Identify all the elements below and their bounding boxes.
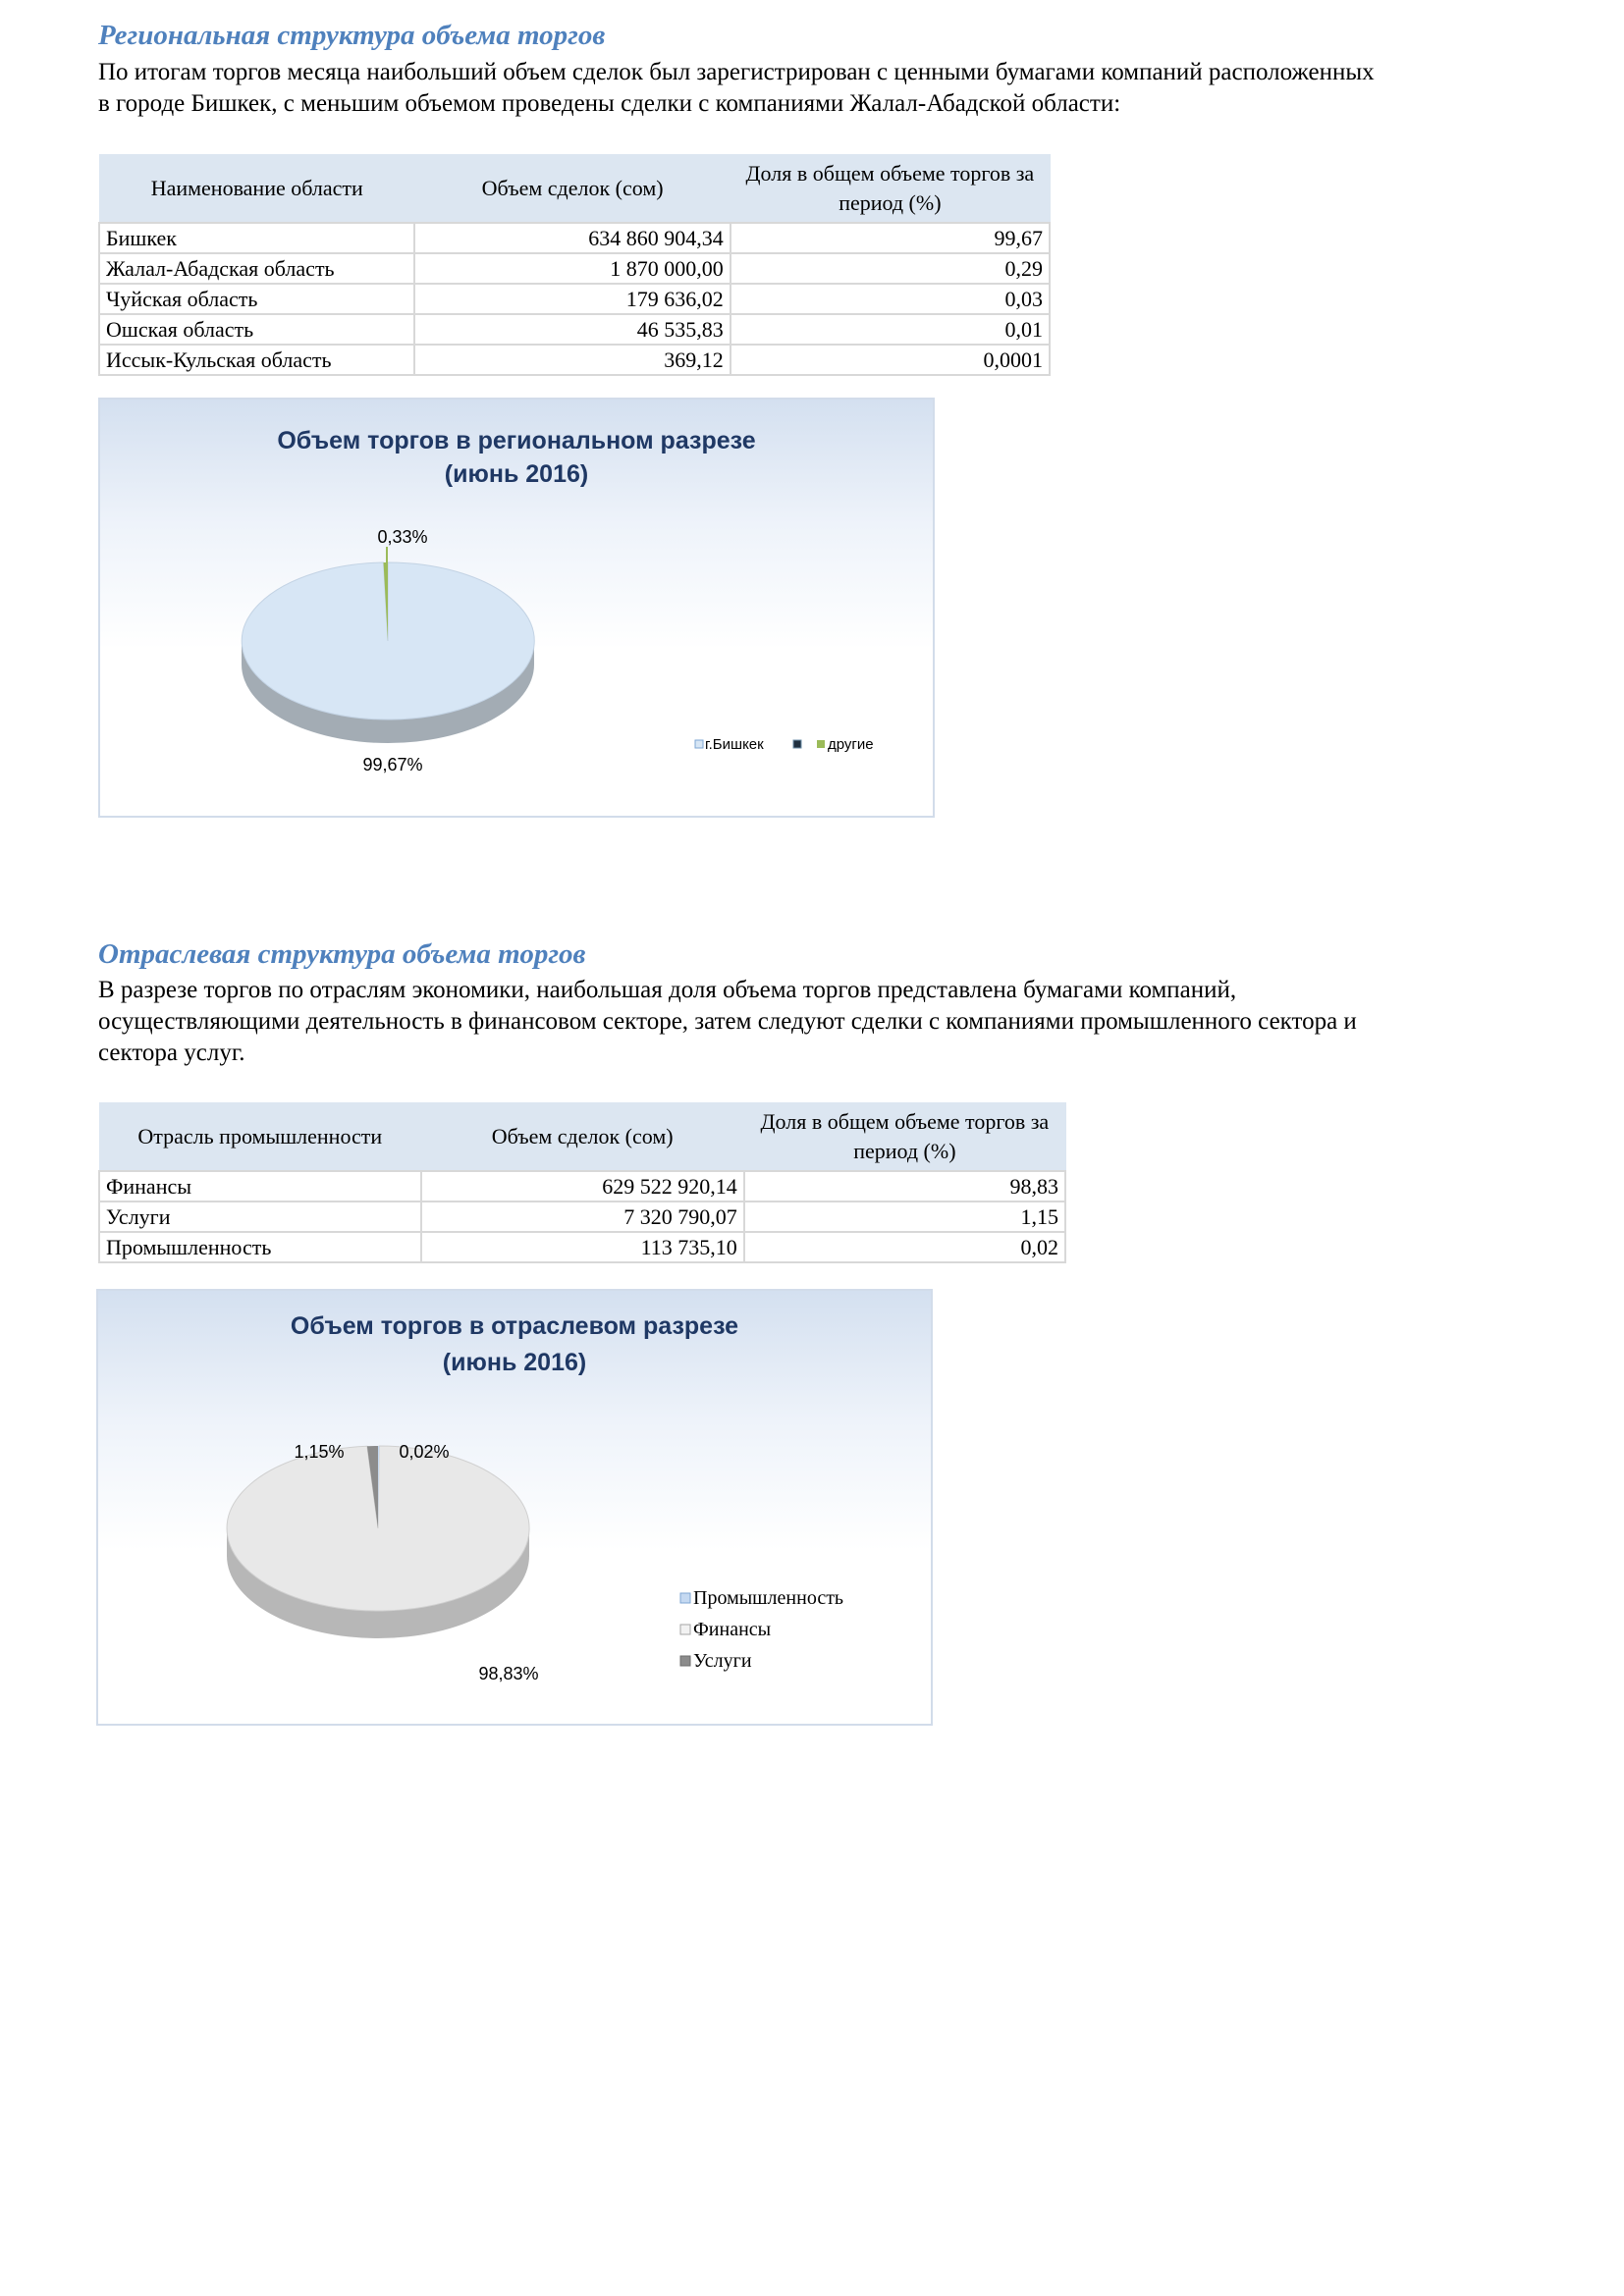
sector-pie — [227, 1446, 529, 1638]
table-row — [99, 1201, 1065, 1232]
section2-para-line2: осуществляющими деятельность в финансовом секторе, затем следуют сделки с компаниями промышленного сектора и — [98, 1008, 1357, 1035]
legend-label-bishkek: г.Бишкек — [705, 736, 764, 753]
region-volume-cell: 179 636,02 — [414, 284, 730, 314]
section1-heading: Региональная структура объема торгов — [98, 20, 606, 51]
region-table-header-row — [99, 155, 1050, 224]
sector-chart-title-line1: Объем торгов в отраслевом разрезе — [290, 1312, 739, 1340]
pie-data-label-bishkek: 99,67% — [362, 755, 423, 774]
section1-para-line2: в городе Бишкек, с меньшим объемом проведены сделки с компаниями Жалал-Абадской области: — [98, 90, 1121, 117]
region-table — [98, 154, 1051, 376]
region-share-cell: 0,01 — [731, 314, 1050, 345]
legend-label-industry: Промышленность — [693, 1587, 844, 1609]
sector-col-volume-header: Объем сделок (сом) — [421, 1103, 744, 1172]
region-share-cell: 0,0001 — [731, 345, 1050, 375]
region-name-cell: Чуйская область — [99, 284, 414, 314]
sector-col-name-header: Отрасль промышленности — [99, 1103, 421, 1172]
region-col-volume-header: Объем сделок (сом) — [414, 155, 730, 224]
sector-volume-cell: 113 735,10 — [421, 1232, 744, 1262]
legend-label-finance: Финансы — [693, 1619, 772, 1640]
sector-name-cell: Промышленность — [99, 1232, 421, 1262]
section2-para-line3: сектора услуг. — [98, 1040, 245, 1066]
sector-table-header-row — [99, 1103, 1065, 1172]
sector-share-cell: 1,15 — [744, 1201, 1065, 1232]
sector-volume-cell: 629 522 920,14 — [421, 1171, 744, 1201]
sector-name-cell: Услуги — [99, 1201, 421, 1232]
legend-label-other: другие — [828, 736, 874, 753]
region-name-cell: Бишкек — [99, 223, 414, 253]
sector-chart-legend — [680, 1587, 843, 1672]
sector-chart-title-line2: (июнь 2016) — [442, 1349, 587, 1376]
region-share-cell: 99,67 — [731, 223, 1050, 253]
table-row — [99, 345, 1050, 375]
legend-swatch-finance — [680, 1625, 690, 1634]
region-chart-title-line1: Объем торгов в региональном разрезе — [277, 427, 756, 454]
section2-paragraph — [98, 975, 1538, 1069]
region-share-cell: 0,29 — [731, 253, 1050, 284]
region-chart-svg — [100, 400, 937, 820]
legend-swatch-services — [680, 1656, 690, 1666]
section2-heading: Отраслевая структура объема торгов — [98, 938, 586, 970]
pie-data-label-other: 0,33% — [377, 527, 428, 547]
region-volume-cell: 1 870 000,00 — [414, 253, 730, 284]
sector-name-cell: Финансы — [99, 1171, 421, 1201]
region-col-share-header: Доля в общем объеме торгов за период (%) — [731, 155, 1050, 224]
region-name-cell: Жалал-Абадская область — [99, 253, 414, 284]
sector-chart-svg — [98, 1291, 935, 1728]
region-share-cell: 0,03 — [731, 284, 1050, 314]
pie-data-label-finance: 98,83% — [478, 1664, 539, 1683]
pie-data-label-industry: 0,02% — [399, 1442, 450, 1462]
legend-swatch-dark — [793, 740, 801, 748]
region-chart-title-line2: (июнь 2016) — [444, 460, 589, 488]
pie-data-label-services: 1,15% — [294, 1442, 345, 1462]
table-row — [99, 284, 1050, 314]
region-name-cell: Ошская область — [99, 314, 414, 345]
section1-paragraph — [98, 57, 1538, 120]
legend-label-services: Услуги — [693, 1650, 752, 1672]
legend-swatch-industry — [680, 1593, 690, 1603]
table-row — [99, 1171, 1065, 1201]
table-row — [99, 223, 1050, 253]
region-volume-cell: 634 860 904,34 — [414, 223, 730, 253]
sector-volume-cell: 7 320 790,07 — [421, 1201, 744, 1232]
table-row — [99, 314, 1050, 345]
sector-table — [98, 1102, 1066, 1263]
sector-share-cell: 0,02 — [744, 1232, 1065, 1262]
legend-swatch-other — [817, 740, 825, 748]
region-col-name-header: Наименование области — [99, 155, 414, 224]
pie-slice-bishkek — [242, 562, 534, 720]
table-row — [99, 253, 1050, 284]
region-name-cell: Иссык-Кульская область — [99, 345, 414, 375]
section1-para-line1: По итогам торгов месяца наибольший объем сделок был зарегистрирован с ценными бумагами компаний расположенных — [98, 59, 1375, 85]
region-chart-legend — [695, 736, 874, 753]
section2-para-line1: В разрезе торгов по отраслям экономики, наибольшая доля объема торгов представлена бумагами компаний, — [98, 977, 1237, 1003]
region-volume-cell: 46 535,83 — [414, 314, 730, 345]
table-row — [99, 1232, 1065, 1262]
region-chart — [98, 398, 935, 818]
legend-swatch-bishkek — [695, 740, 703, 748]
sector-share-cell: 98,83 — [744, 1171, 1065, 1201]
sector-chart — [96, 1289, 933, 1726]
sector-col-share-header: Доля в общем объеме торгов за период (%) — [744, 1103, 1065, 1172]
region-pie — [242, 547, 534, 743]
region-volume-cell: 369,12 — [414, 345, 730, 375]
